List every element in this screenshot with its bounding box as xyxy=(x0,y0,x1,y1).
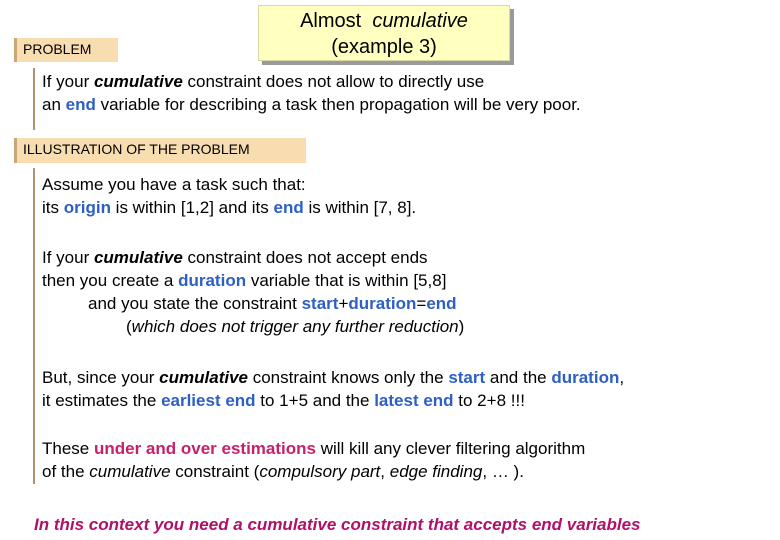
title-subtitle: (example 3) xyxy=(331,36,437,58)
slide-title xyxy=(258,5,510,61)
section-label-illustration: ILLUSTRATION OF THE PROBLEM xyxy=(14,138,306,163)
conclusion-text: In this context you need a cumulative constraint that accepts end variables xyxy=(34,515,641,534)
title-word-cumulative: cumulative xyxy=(372,10,468,32)
section-label-problem: PROBLEM xyxy=(14,38,118,62)
paragraph-problem: If your cumulative constraint does not allow to directly use an end variable for describing a task then propagation will be very poor. xyxy=(42,72,581,114)
paragraph-consequence: These under and over estimations will kill any clever filtering algorithm of the cumulative constraint (compulsory part, edge finding, … ). xyxy=(42,439,586,481)
section-bar-problem xyxy=(33,68,35,130)
paragraph-estimates: But, since your cumulative constraint knows only the start and the duration, it estimates the earliest end to 1+5 and the latest end to 2+8 !!! xyxy=(42,368,625,410)
paragraph-duration: If your cumulative constraint does not accept ends then you create a duration variable that is within [5,8] and you state the constraint start+duration=end (which does not trigger any further reduction) xyxy=(42,248,465,336)
title-word-almost: Almost xyxy=(300,10,362,32)
section-bar-illustration xyxy=(33,168,35,484)
paragraph-assume: Assume you have a task such that: its origin is within [1,2] and its end is within [7, 8]. xyxy=(42,175,417,217)
